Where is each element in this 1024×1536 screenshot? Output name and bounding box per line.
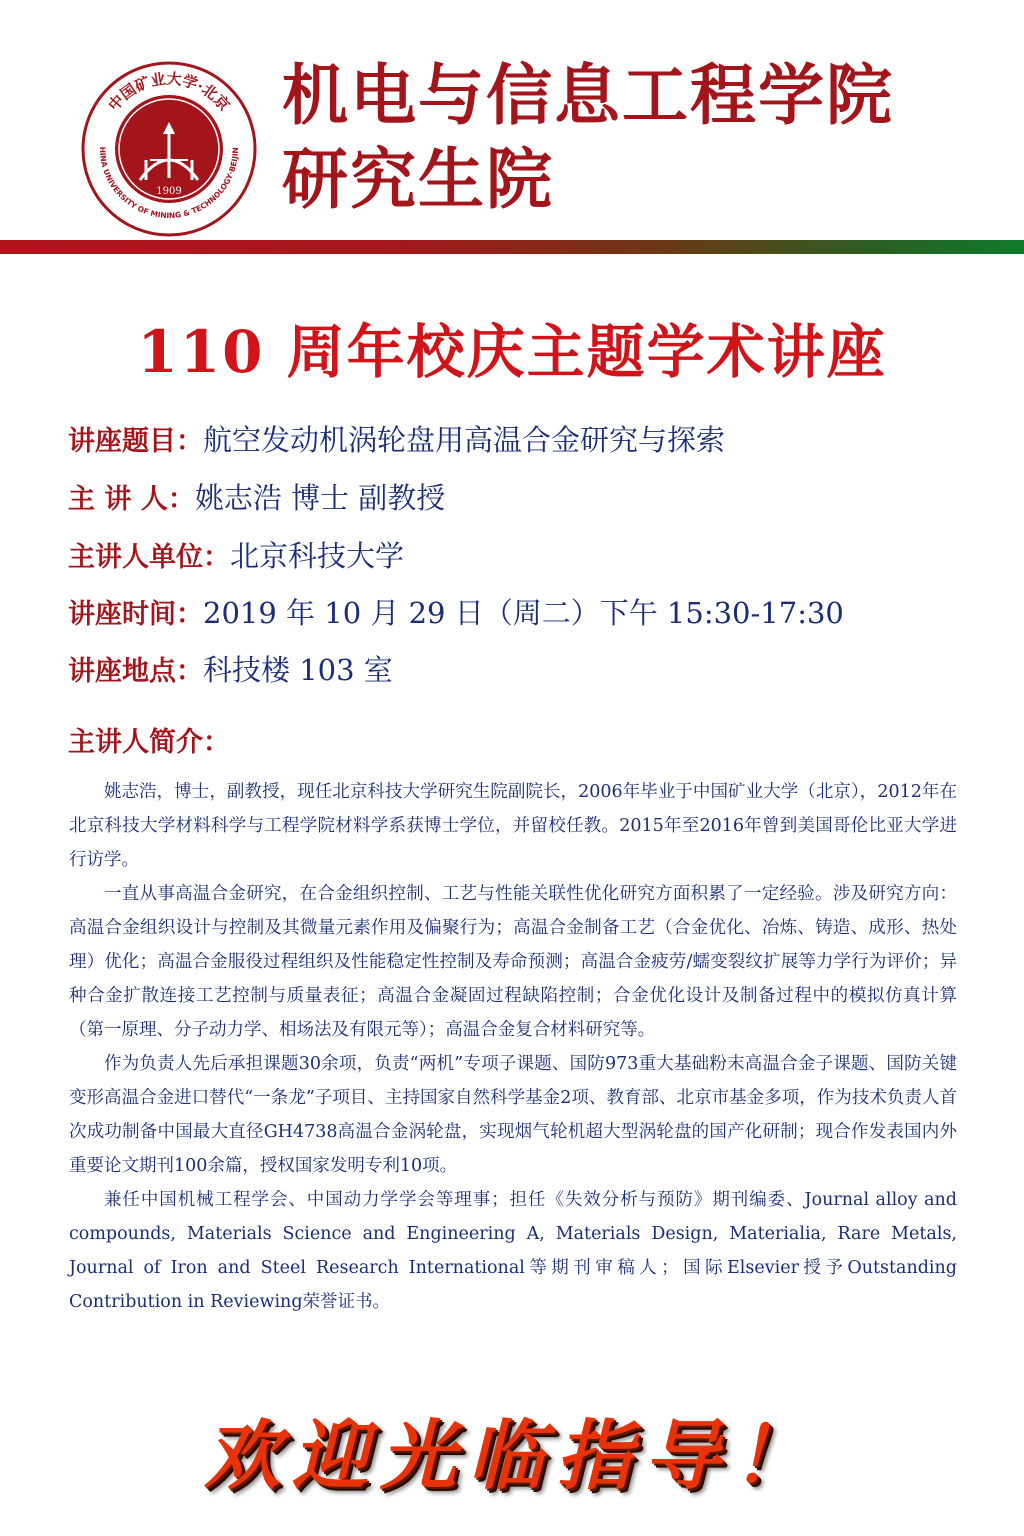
bio-paragraph: 作为负责人先后承担课题30余项，负责“两机”专项子课题、国防973重大基础粉末高温合金子课题、国防关键变形高温合金进口替代“一条龙”子项目、主持国家自然科学基金2项、教育部、北京市基金多项，作为技术负责人首次成功制备中国最大直径GH4738高温合金涡轮盘，实现烟气轮机超大型涡轮盘的国产化研制；现合作发表国内外重要论文期刊100余篇，授权国家发明专利10项。 (69, 1054, 957, 1176)
info-row-speaker (68, 476, 445, 520)
bio-paragraph: 一直从事高温合金研究，在合金组织控制、工艺与性能关联性优化研究方面积累了一定经验。涉及研究方向：高温合金组织设计与控制及其微量元素作用及偏聚行为；高温合金制备工艺（合金优化、冶炼、铸造、成形、热处理）优化；高温合金服役过程组织及性能稳定性控制及寿命预测；高温合金疲劳/蠕变裂纹扩展等力学行为评价；异种合金扩散连接工艺控制与质量表征；高温合金凝固过程缺陷控制；合金优化设计及制备过程中的模拟仿真计算（第一原理、分子动力学、相场法及有限元等）；高温合金复合材料研究等。 (69, 884, 957, 1040)
info-value: 姚志浩 博士 副教授 (194, 481, 446, 515)
info-label: 讲座题目 (68, 426, 176, 457)
header-divider (0, 240, 1024, 254)
bio-paragraph: 姚志浩，博士，副教授，现任北京科技大学研究生院副院长，2006年毕业于中国矿业大学（北京），2012年在北京科技大学材料科学与工程学院材料学系获博士学位，并留校任教。2015年至2016年曾到美国哥伦比亚大学进行访学。 (69, 782, 957, 870)
info-value: 科技楼 103 室 (203, 653, 393, 687)
info-row-time (68, 591, 844, 635)
info-colon: ： (176, 656, 203, 687)
info-colon: ： (203, 542, 230, 573)
info-colon: ： (176, 599, 203, 630)
speaker-bio (69, 775, 957, 1319)
bio-paragraph: 兼任中国机械工程学会、中国动力学学会等理事；担任《失效分析与预防》期刊编委、Journal alloy and compounds, Materials Science and Engineering A, Materials Design, Materialia, Rare Metals, Journal of Iron and Steel Research International等期刊审稿人；国际Elsevier授予Outstanding Contribution in Reviewing荣誉证书。 (69, 1190, 957, 1312)
welcome-banner: 欢迎光临指导！ (204, 1411, 820, 1500)
info-colon: ： (176, 426, 203, 457)
info-value: 北京科技大学 (230, 539, 405, 573)
info-label: 讲座地点 (68, 656, 176, 687)
info-label: 主 讲 人 (68, 484, 168, 515)
info-label: 主讲人单位 (68, 542, 203, 573)
info-colon: ： (167, 484, 195, 515)
seal-year: 1909 (156, 186, 182, 197)
info-value: 2019 年 10 月 29 日（周二）下午 15:30-17:30 (203, 596, 844, 630)
graduate-school-name: 研究生院 (282, 140, 554, 218)
university-seal-logo (80, 60, 258, 238)
speaker-bio-heading: 主讲人简介： (68, 727, 230, 758)
college-name: 机电与信息工程学院 (282, 56, 894, 134)
university-seal-icon (80, 60, 258, 238)
seal-ring-text-en: HINA UNIVERSITY OF MINING & TECHNOLOGY·BEIJIN (97, 146, 241, 221)
info-value: 航空发动机涡轮盘用高温合金研究与探索 (203, 423, 726, 457)
info-row-affiliation (68, 534, 404, 578)
lecture-series-title: 110 周年校庆主题学术讲座 (137, 318, 887, 386)
info-row-location (68, 648, 393, 692)
info-label: 讲座时间 (68, 599, 176, 630)
seal-ring-text-cn: 中国矿业大学·北京 (104, 69, 234, 115)
info-row-topic (68, 418, 725, 462)
